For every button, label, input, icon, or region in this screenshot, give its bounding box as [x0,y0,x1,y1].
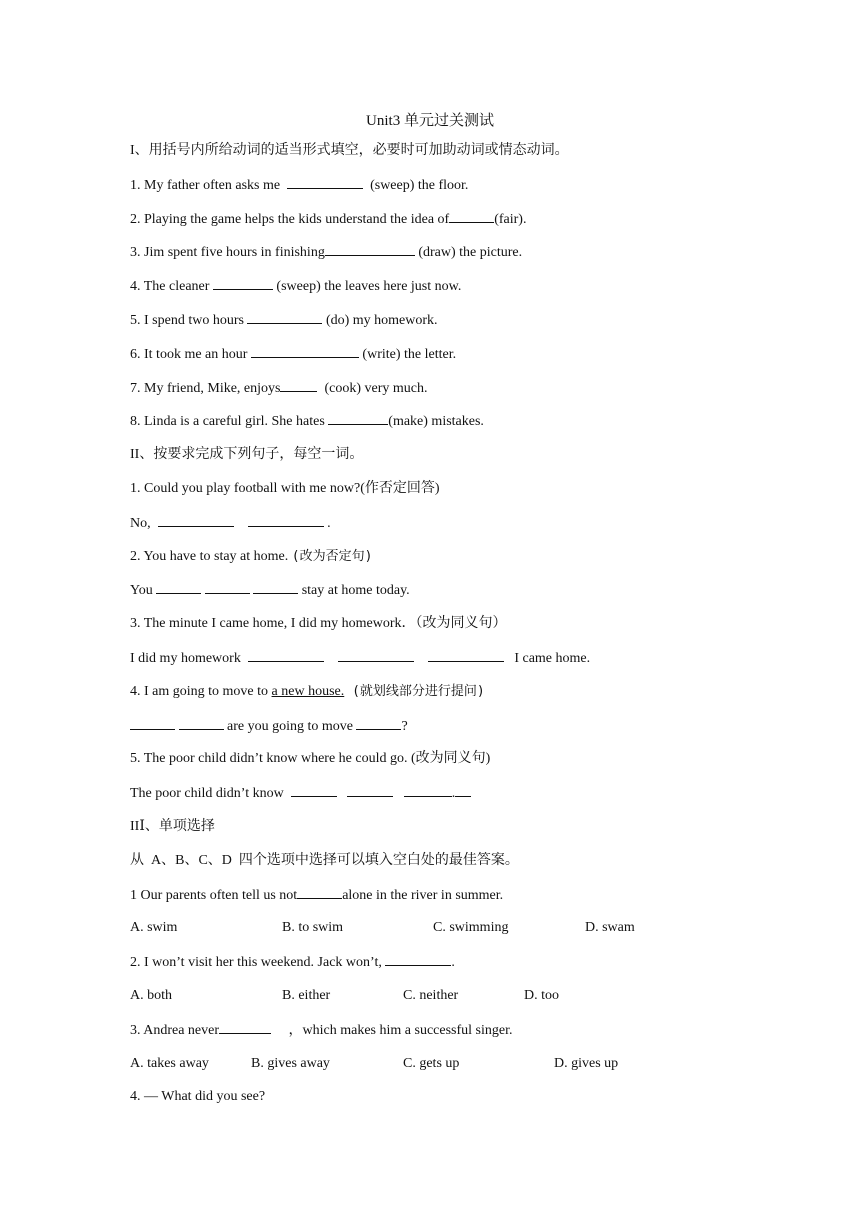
answer-blank[interactable] [287,174,363,189]
option-b[interactable]: B. gives away [251,1055,330,1071]
answer-blank[interactable] [338,647,414,662]
s3-options-3 [130,1053,730,1087]
section-2-heading: II、按要求完成下列句子，每空一词。 [130,447,364,463]
s3-options-2 [130,985,730,1019]
answer-blank[interactable] [356,715,401,730]
option-b[interactable]: B. to swim [282,920,344,936]
s1-question-2: 2. Playing the game helps the kids understand the idea of (fair). [130,208,730,242]
s2-question-2: 2. You have to stay at home. (改为否定句) [130,548,373,564]
s3-question-4: 4. — What did you see? [130,1089,266,1105]
answer-blank[interactable] [291,782,337,797]
answer-blank[interactable] [213,275,273,290]
option-d[interactable]: D. swam [585,920,635,936]
answer-blank[interactable] [179,715,224,730]
s3-question-2: 2. I won’t visit her this weekend. Jack won’t, . [130,951,730,985]
section-3-heading: IIⅠ、单项选择 [130,818,215,834]
answer-blank[interactable] [328,410,388,425]
s3-question-1: 1 Our parents often tell us not alone in the river in summer. [130,884,730,918]
s2-question-4: 4. I am going to move to a new house. (就划线部分进行提问) [130,683,485,699]
s1-question-5: 5. I spend two hours (do) my homework. [130,309,730,343]
option-b[interactable]: B. either [282,987,331,1003]
option-a[interactable]: A. takes away [130,1055,209,1071]
section-3-instruction: 从 A、B、C、D 四个选项中选择可以填入空白处的最佳答案。 [130,852,519,868]
answer-blank[interactable] [205,579,250,594]
s2-question-5: 5. The poor child didn’t know where he could go. (改为同义句) [130,751,491,767]
s1-question-1: 1. My father often asks me (sweep) the floor. [130,174,730,208]
answer-blank[interactable] [156,579,201,594]
answer-blank[interactable] [219,1019,271,1034]
s2-question-1: 1. Could you play football with me now?(作否定回答) [130,480,440,496]
s2-answer-5: The poor child didn’t know . [130,782,730,816]
answer-blank[interactable] [385,951,451,966]
answer-blank[interactable] [158,512,234,527]
option-c[interactable]: C. neither [403,987,459,1003]
answer-blank[interactable] [347,782,393,797]
underlined-phrase: a new house. [271,683,345,699]
s1-question-7: 7. My friend, Mike, enjoys (cook) very much. [130,377,730,411]
answer-blank[interactable] [280,377,317,392]
trailing-underline [455,782,471,797]
answer-blank[interactable] [297,884,342,899]
answer-blank[interactable] [247,309,322,324]
answer-blank[interactable] [253,579,298,594]
s2-answer-2: You stay at home today. [130,579,730,613]
s1-question-4: 4. The cleaner (sweep) the leaves here just now. [130,275,730,309]
answer-blank[interactable] [248,647,324,662]
s3-options-1 [130,917,730,951]
s1-question-6: 6. It took me an hour (write) the letter. [130,343,730,377]
option-a[interactable]: A. both [130,987,172,1003]
s2-answer-1: No, . [130,512,730,546]
s1-question-8: 8. Linda is a careful girl. She hates (make) mistakes. [130,410,730,444]
answer-blank[interactable] [404,782,452,797]
option-a[interactable]: A. swim [130,920,178,936]
s2-answer-4: are you going to move ? [130,715,730,749]
document-page [130,106,730,1120]
section-1-heading: I、用括号内所给动词的适当形式填空，必要时可加助动词或情态动词。 [130,143,569,158]
answer-blank[interactable] [248,512,324,527]
document-title: Unit3 单元过关测试 [366,113,494,129]
answer-blank[interactable] [130,715,175,730]
option-d[interactable]: D. gives up [554,1055,619,1071]
answer-blank[interactable] [251,343,359,358]
s2-answer-3: I did my homework I came home. [130,647,730,681]
option-c[interactable]: C. gets up [403,1055,460,1071]
s1-question-3: 3. Jim spent five hours in finishing (draw) the picture. [130,241,730,275]
answer-blank[interactable] [325,241,415,256]
answer-blank[interactable] [449,208,494,223]
option-c[interactable]: C. swimming [433,920,509,936]
s2-question-3: 3. The minute I came home, I did my homework．（改为同义句） [130,616,507,632]
s3-question-3: 3. Andrea never ，which makes him a successful singer. [130,1019,730,1053]
answer-blank[interactable] [428,647,504,662]
option-d[interactable]: D. too [524,987,559,1003]
